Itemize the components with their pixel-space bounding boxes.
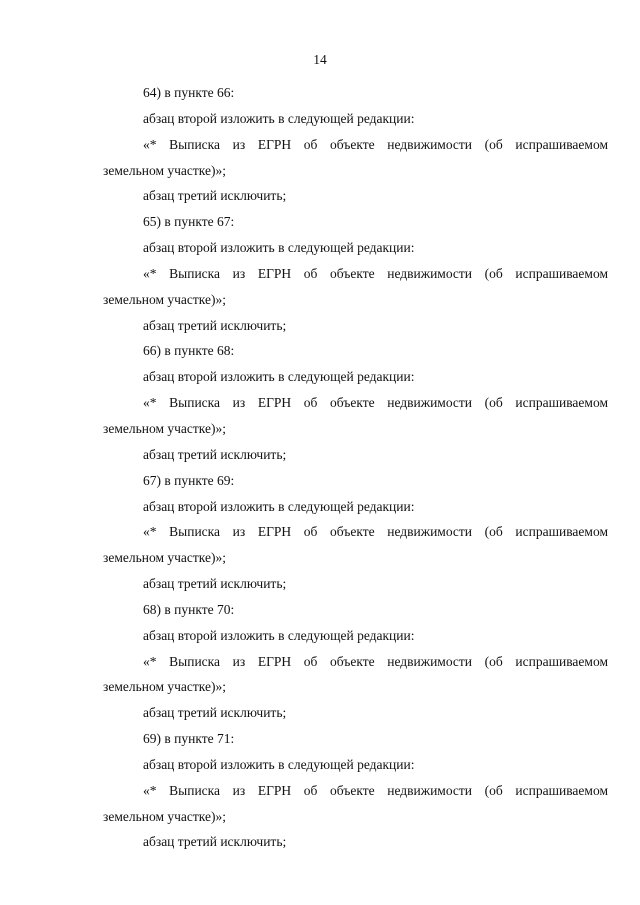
paragraph-exclusion: абзац третий исключить; [143,705,287,721]
quoted-text-line: «* Выписка из ЕГРН об объекте недвижимости (об испрашиваемом [143,136,608,152]
item-heading: 69) в пункте 71: [143,731,235,747]
paragraph-instruction: абзац второй изложить в следующей редакции: [143,369,415,385]
paragraph-instruction: абзац второй изложить в следующей редакции: [143,498,415,514]
quoted-text-continuation: земельном участке)»; [103,291,227,307]
quoted-text-continuation: земельном участке)»; [103,162,227,178]
paragraph-exclusion: абзац третий исключить; [143,188,287,204]
item-heading: 64) в пункте 66: [143,85,235,100]
paragraph-instruction: абзац второй изложить в следующей редакции: [143,110,415,126]
paragraph-instruction: абзац второй изложить в следующей редакции: [143,627,415,643]
item-heading: 67) в пункте 69: [143,472,235,488]
item-heading: 68) в пункте 70: [143,601,235,617]
paragraph-instruction: абзац второй изложить в следующей редакции: [143,756,415,772]
quoted-text-continuation: земельном участке)»; [103,420,227,436]
quoted-text-continuation: земельном участке)»; [103,550,227,566]
document-body [103,80,608,855]
paragraph-exclusion: абзац третий исключить; [143,576,287,592]
quoted-text-continuation: земельном участке)»; [103,679,227,695]
quoted-text-line: «* Выписка из ЕГРН об объекте недвижимости (об испрашиваемом [143,395,608,411]
quoted-text-line: «* Выписка из ЕГРН об объекте недвижимости (об испрашиваемом [143,653,608,669]
paragraph-instruction: абзац второй изложить в следующей редакции: [143,240,415,256]
quoted-text-line: «* Выписка из ЕГРН об объекте недвижимости (об испрашиваемом [143,265,608,281]
item-heading: 66) в пункте 68: [143,343,235,359]
paragraph-exclusion: абзац третий исключить; [143,446,287,462]
page-number: 14 [313,52,327,67]
quoted-text-continuation: земельном участке)»; [103,808,227,824]
paragraph-exclusion: абзац третий исключить; [143,317,287,333]
item-heading: 65) в пункте 67: [143,214,235,230]
quoted-text-line: «* Выписка из ЕГРН об объекте недвижимости (об испрашиваемом [143,524,608,540]
quoted-text-line: «* Выписка из ЕГРН об объекте недвижимости (об испрашиваемом [143,782,608,798]
paragraph-exclusion: абзац третий исключить; [143,834,287,850]
